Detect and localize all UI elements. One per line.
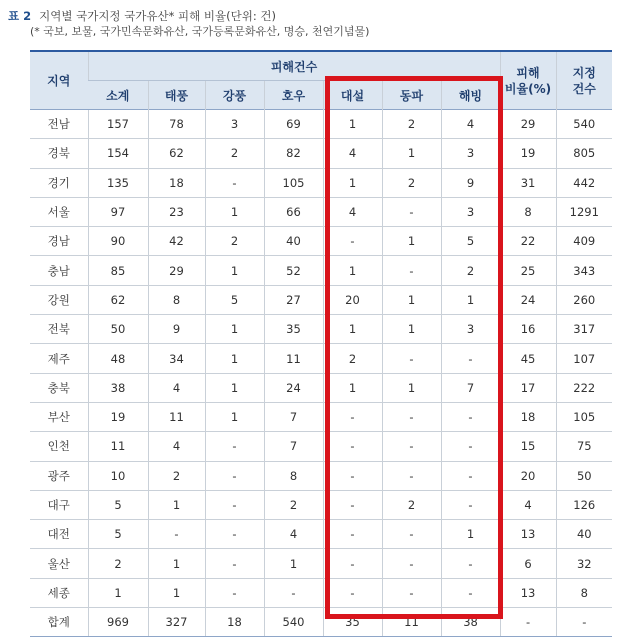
cell-thaw: 4 [441,110,500,139]
cell-thaw: - [441,402,500,431]
cell-designated-count: 540 [556,110,612,139]
cell-heavy-rain: 40 [264,227,323,256]
cell-heavy-rain: 105 [264,168,323,197]
cell-typhoon: 78 [148,110,205,139]
cell-region: 광주 [30,461,88,490]
cell-damage-ratio: 15 [500,432,556,461]
cell-damage-ratio: 16 [500,315,556,344]
cell-heavy-rain: 8 [264,461,323,490]
header-strong-wind: 강풍 [205,81,264,110]
table-row [30,285,612,314]
cell-freeze-burst: - [382,432,441,461]
cell-typhoon: 23 [148,197,205,226]
cell-designated-count: 32 [556,549,612,578]
cell-heavy-snow: 2 [323,344,382,373]
cell-designated-count: 1291 [556,197,612,226]
cell-freeze-burst: - [382,461,441,490]
table-row [30,490,612,519]
cell-heavy-rain: 11 [264,344,323,373]
cell-strong-wind: 1 [205,373,264,402]
header-typhoon: 태풍 [148,81,205,110]
cell-strong-wind: 1 [205,256,264,285]
table-row [30,227,612,256]
cell-subtotal: 90 [88,227,148,256]
cell-strong-wind: - [205,490,264,519]
cell-thaw: - [441,549,500,578]
table-row [30,344,612,373]
cell-strong-wind: 5 [205,285,264,314]
cell-region: 부산 [30,402,88,431]
cell-subtotal: 97 [88,197,148,226]
cell-strong-wind: - [205,520,264,549]
cell-heavy-snow: 1 [323,168,382,197]
cell-region: 합계 [30,608,88,637]
cell-thaw: - [441,461,500,490]
cell-typhoon: 34 [148,344,205,373]
cell-subtotal: 5 [88,490,148,519]
cell-thaw: 1 [441,520,500,549]
cell-heavy-snow: - [323,402,382,431]
cell-region: 경기 [30,168,88,197]
cell-heavy-snow: - [323,549,382,578]
cell-typhoon: 9 [148,315,205,344]
cell-subtotal: 2 [88,549,148,578]
cell-typhoon: 62 [148,139,205,168]
cell-thaw: 7 [441,373,500,402]
table-row [30,139,612,168]
table-row [30,520,612,549]
cell-damage-ratio: 18 [500,402,556,431]
cell-damage-ratio: 4 [500,490,556,519]
cell-thaw: 3 [441,315,500,344]
cell-region: 경북 [30,139,88,168]
cell-designated-count: 260 [556,285,612,314]
cell-strong-wind: - [205,432,264,461]
cell-thaw: 3 [441,197,500,226]
cell-typhoon: 1 [148,578,205,607]
cell-heavy-rain: 66 [264,197,323,226]
cell-freeze-burst: 1 [382,285,441,314]
cell-region: 강원 [30,285,88,314]
cell-typhoon: 42 [148,227,205,256]
cell-damage-ratio: 20 [500,461,556,490]
cell-heavy-rain: 27 [264,285,323,314]
cell-designated-count: 8 [556,578,612,607]
cell-heavy-snow: 1 [323,373,382,402]
cell-subtotal: 10 [88,461,148,490]
table-row [30,168,612,197]
cell-strong-wind: - [205,168,264,197]
cell-subtotal: 50 [88,315,148,344]
cell-designated-count: 805 [556,139,612,168]
cell-freeze-burst: - [382,256,441,285]
cell-heavy-rain: 540 [264,608,323,637]
table-row [30,373,612,402]
cell-region: 충남 [30,256,88,285]
cell-designated-count: 40 [556,520,612,549]
cell-strong-wind: 1 [205,315,264,344]
table-row [30,110,612,139]
cell-thaw: - [441,490,500,519]
cell-typhoon: 4 [148,373,205,402]
cell-damage-ratio: 22 [500,227,556,256]
cell-heavy-snow: 1 [323,256,382,285]
cell-designated-count: 105 [556,402,612,431]
cell-typhoon: 2 [148,461,205,490]
cell-damage-ratio: 19 [500,139,556,168]
cell-damage-ratio: 13 [500,520,556,549]
cell-heavy-rain: 82 [264,139,323,168]
table-row [30,608,612,637]
cell-freeze-burst: - [382,520,441,549]
cell-strong-wind: - [205,578,264,607]
cell-damage-ratio: - [500,608,556,637]
cell-typhoon: - [148,520,205,549]
cell-heavy-rain: 24 [264,373,323,402]
header-region: 지역 [30,51,88,110]
cell-heavy-rain: 69 [264,110,323,139]
cell-typhoon: 11 [148,402,205,431]
table-row [30,461,612,490]
cell-region: 전남 [30,110,88,139]
cell-designated-count: 442 [556,168,612,197]
cell-heavy-snow: 4 [323,197,382,226]
title-text: 지역별 국가지정 국가유산* 피해 비율(단위: 건) [39,9,276,23]
cell-freeze-burst: - [382,344,441,373]
figure-label: 표 2 [8,9,32,23]
header-designated-count: 지정 건수 [556,51,612,110]
cell-designated-count: 409 [556,227,612,256]
cell-heavy-rain: - [264,578,323,607]
cell-heavy-rain: 7 [264,432,323,461]
cell-heavy-snow: - [323,520,382,549]
cell-damage-ratio: 6 [500,549,556,578]
cell-damage-ratio: 45 [500,344,556,373]
cell-region: 대구 [30,490,88,519]
cell-designated-count: - [556,608,612,637]
cell-subtotal: 38 [88,373,148,402]
cell-subtotal: 11 [88,432,148,461]
cell-freeze-burst: 2 [382,168,441,197]
cell-damage-ratio: 24 [500,285,556,314]
cell-strong-wind: 3 [205,110,264,139]
cell-freeze-burst: 1 [382,373,441,402]
cell-freeze-burst: - [382,549,441,578]
table-row [30,197,612,226]
cell-subtotal: 154 [88,139,148,168]
cell-typhoon: 8 [148,285,205,314]
cell-subtotal: 85 [88,256,148,285]
table-row [30,578,612,607]
cell-strong-wind: 1 [205,344,264,373]
cell-heavy-rain: 7 [264,402,323,431]
cell-heavy-snow: 20 [323,285,382,314]
cell-region: 대전 [30,520,88,549]
cell-freeze-burst: 1 [382,227,441,256]
cell-region: 울산 [30,549,88,578]
cell-typhoon: 1 [148,490,205,519]
cell-thaw: - [441,578,500,607]
table-body [30,110,612,637]
cell-region: 충북 [30,373,88,402]
cell-designated-count: 126 [556,490,612,519]
cell-thaw: 5 [441,227,500,256]
cell-heavy-rain: 52 [264,256,323,285]
table-title [8,8,369,24]
cell-region: 서울 [30,197,88,226]
cell-typhoon: 29 [148,256,205,285]
cell-heavy-snow: - [323,578,382,607]
cell-typhoon: 18 [148,168,205,197]
cell-heavy-snow: 35 [323,608,382,637]
cell-heavy-snow: - [323,432,382,461]
cell-typhoon: 327 [148,608,205,637]
cell-subtotal: 969 [88,608,148,637]
cell-region: 경남 [30,227,88,256]
cell-heavy-snow: 4 [323,139,382,168]
cell-subtotal: 157 [88,110,148,139]
cell-heavy-snow: 1 [323,110,382,139]
cell-freeze-burst: 2 [382,110,441,139]
cell-subtotal: 48 [88,344,148,373]
cell-designated-count: 107 [556,344,612,373]
header-thaw: 해빙 [441,81,500,110]
cell-freeze-burst: - [382,197,441,226]
cell-heavy-rain: 2 [264,490,323,519]
cell-freeze-burst: - [382,578,441,607]
cell-region: 전북 [30,315,88,344]
cell-strong-wind: 18 [205,608,264,637]
cell-strong-wind: 2 [205,139,264,168]
cell-heavy-snow: 1 [323,315,382,344]
header-damage-count: 피해건수 [88,51,500,81]
cell-thaw: - [441,344,500,373]
cell-region: 제주 [30,344,88,373]
cell-freeze-burst: 2 [382,490,441,519]
header-subtotal: 소계 [88,81,148,110]
cell-damage-ratio: 25 [500,256,556,285]
cell-strong-wind: - [205,461,264,490]
cell-freeze-burst: 1 [382,139,441,168]
cell-thaw: 9 [441,168,500,197]
cell-subtotal: 135 [88,168,148,197]
cell-strong-wind: 2 [205,227,264,256]
cell-thaw: 3 [441,139,500,168]
cell-subtotal: 1 [88,578,148,607]
table-footnote: (* 국보, 보물, 국가민속문화유산, 국가등록문화유산, 명승, 천연기념물) [30,25,370,38]
cell-freeze-burst: 11 [382,608,441,637]
cell-thaw: - [441,432,500,461]
cell-damage-ratio: 8 [500,197,556,226]
table-caption [8,8,369,40]
cell-designated-count: 317 [556,315,612,344]
cell-heavy-rain: 35 [264,315,323,344]
header-heavy-rain: 호우 [264,81,323,110]
cell-typhoon: 4 [148,432,205,461]
header-heavy-snow: 대설 [323,81,382,110]
cell-heavy-rain: 4 [264,520,323,549]
cell-heavy-snow: - [323,490,382,519]
cell-heavy-snow: - [323,227,382,256]
cell-strong-wind: - [205,549,264,578]
cell-region: 인천 [30,432,88,461]
header-damage-ratio: 피해 비율(%) [500,51,556,110]
cell-strong-wind: 1 [205,197,264,226]
table-row [30,432,612,461]
header-freeze-burst: 동파 [382,81,441,110]
table-row [30,256,612,285]
cell-designated-count: 75 [556,432,612,461]
cell-damage-ratio: 17 [500,373,556,402]
cell-region: 세종 [30,578,88,607]
cell-damage-ratio: 31 [500,168,556,197]
cell-designated-count: 50 [556,461,612,490]
cell-heavy-snow: - [323,461,382,490]
cell-freeze-burst: 1 [382,315,441,344]
cell-strong-wind: 1 [205,402,264,431]
damage-table [30,50,612,637]
cell-damage-ratio: 13 [500,578,556,607]
cell-designated-count: 343 [556,256,612,285]
cell-freeze-burst: - [382,402,441,431]
cell-thaw: 1 [441,285,500,314]
cell-subtotal: 19 [88,402,148,431]
table-row [30,402,612,431]
table-row [30,549,612,578]
cell-designated-count: 222 [556,373,612,402]
cell-thaw: 2 [441,256,500,285]
table-row [30,315,612,344]
cell-heavy-rain: 1 [264,549,323,578]
cell-damage-ratio: 29 [500,110,556,139]
cell-thaw: 38 [441,608,500,637]
cell-subtotal: 62 [88,285,148,314]
cell-subtotal: 5 [88,520,148,549]
cell-typhoon: 1 [148,549,205,578]
